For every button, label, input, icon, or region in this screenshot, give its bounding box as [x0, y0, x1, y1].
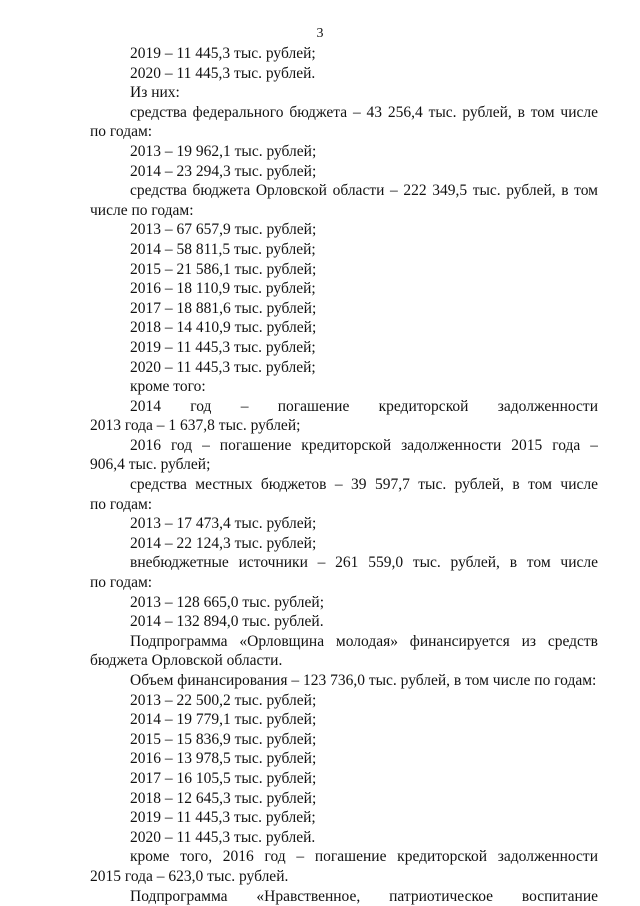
- text-line: 2014 – 132 894,0 тыс. рублей.: [130, 613, 324, 631]
- text-line: бюджета Орловской области.: [90, 652, 283, 670]
- text-line: числе по годам:: [90, 201, 194, 219]
- text-line: 2016 год – погашение кредиторской задолженности 2015 года –: [130, 436, 598, 454]
- text-line: Подпрограмма «Нравственное, патриотическое воспитание: [130, 887, 598, 905]
- text-line: 2017 – 16 105,5 тыс. рублей;: [130, 769, 317, 787]
- text-line: средства бюджета Орловской области – 222 349,5 тыс. рублей, в том: [130, 182, 598, 200]
- text-line: 2019 – 11 445,3 тыс. рублей;: [130, 338, 316, 356]
- text-line: 2019 – 11 445,3 тыс. рублей;: [130, 45, 316, 62]
- text-line: 2014 – 19 779,1 тыс. рублей;: [130, 711, 317, 729]
- text-line: 2015 года – 623,0 тыс. рублей.: [90, 867, 289, 885]
- page-number: 3: [316, 26, 324, 41]
- text-line: 2013 – 128 665,0 тыс. рублей;: [130, 593, 324, 611]
- text-line: по годам:: [90, 574, 153, 592]
- text-line: 906,4 тыс. рублей;: [90, 456, 211, 474]
- document-body: [90, 44, 598, 906]
- text-line: 2020 – 11 445,3 тыс. рублей.: [130, 64, 316, 82]
- text-line: 2016 – 18 110,9 тыс. рублей;: [130, 280, 316, 298]
- text-line: 2014 – 58 811,5 тыс. рублей;: [130, 240, 316, 258]
- text-line: 2020 – 11 445,3 тыс. рублей;: [130, 358, 316, 376]
- text-line: кроме того, 2016 год – погашение кредиторской задолженности: [130, 848, 598, 866]
- text-line: 2014 – 23 294,3 тыс. рублей;: [130, 162, 317, 180]
- text-line: 2016 – 13 978,5 тыс. рублей;: [130, 750, 317, 768]
- text-line: 2013 – 17 473,4 тыс. рублей;: [130, 515, 317, 533]
- text-line: 2018 – 12 645,3 тыс. рублей;: [130, 789, 317, 807]
- text-line: внебюджетные источники – 261 559,0 тыс. рублей, в том числе: [130, 554, 598, 572]
- text-line: кроме того:: [130, 378, 206, 396]
- text-line: 2015 – 15 836,9 тыс. рублей;: [130, 730, 317, 748]
- text-line: 2018 – 14 410,9 тыс. рублей;: [130, 319, 317, 337]
- text-line: Из них:: [130, 84, 180, 102]
- text-line: 2013 – 22 500,2 тыс. рублей;: [130, 691, 317, 709]
- text-line: 2019 – 11 445,3 тыс. рублей;: [130, 809, 316, 827]
- text-line: 2020 – 11 445,3 тыс. рублей.: [130, 828, 316, 846]
- text-line: 2014 год – погашение кредиторской задолженности: [130, 397, 598, 415]
- text-line: 2015 – 21 586,1 тыс. рублей;: [130, 260, 317, 278]
- text-line: 2014 – 22 124,3 тыс. рублей;: [130, 534, 317, 552]
- text-line: средства местных бюджетов – 39 597,7 тыс. рублей, в том числе: [130, 476, 598, 494]
- text-line: средства федерального бюджета – 43 256,4 тыс. рублей, в том числе: [130, 103, 598, 121]
- text-line: по годам:: [90, 123, 153, 141]
- text-line: по годам:: [90, 495, 153, 513]
- text-line: 2013 – 19 962,1 тыс. рублей;: [130, 142, 317, 160]
- text-line: Объем финансирования – 123 736,0 тыс. рублей, в том числе по годам:: [130, 672, 597, 689]
- text-line: Подпрограмма «Орловщина молодая» финансируется из средств: [130, 632, 598, 650]
- text-line: 2013 года – 1 637,8 тыс. рублей;: [90, 417, 301, 435]
- text-line: 2013 – 67 657,9 тыс. рублей;: [130, 221, 317, 239]
- text-line: 2017 – 18 881,6 тыс. рублей;: [130, 299, 317, 317]
